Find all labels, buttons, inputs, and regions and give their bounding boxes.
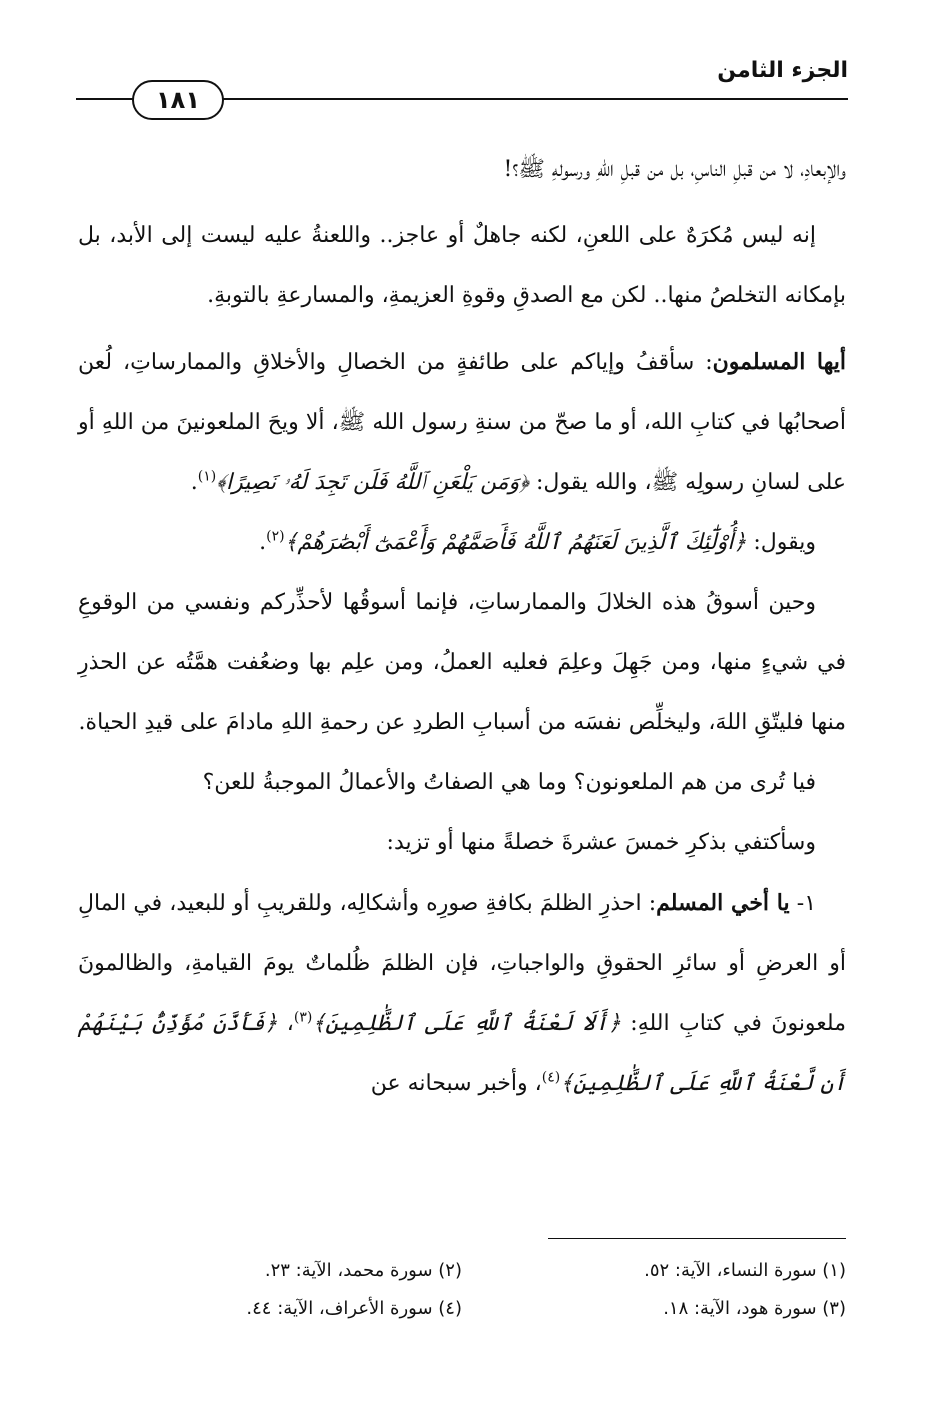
quran-verse: ﴿وَمَن يَلْعَنِ ٱللَّهُ فَلَن تَجِدَ لَهُۥ نَصِيرًا﴾ [216, 470, 529, 495]
footnote-ref: (٤) [541, 1069, 561, 1086]
footnote-ref: (٢) [266, 528, 285, 545]
main-text [78, 140, 846, 1114]
paragraph-lead: يا أخي المسلم [656, 890, 790, 916]
paragraph-lead: أيها المسلمون [712, 349, 846, 375]
paragraph-text: ، وأخبر سبحانه عن [370, 1071, 542, 1096]
footnote: (٢) سورة محمد، الآية: ٢٣. [264, 1260, 462, 1281]
footnote: (٤) سورة الأعراف، الآية: ٤٤. [246, 1298, 462, 1319]
list-number: ١- [789, 891, 817, 916]
paragraph [78, 332, 846, 513]
footnote-ref: (١) [197, 468, 217, 485]
running-title: الجزء الثامن [717, 58, 848, 83]
paragraph: وسأكتفي بذكرِ خمسَ عشرةَ خصلةً منها أو تزيد: [386, 830, 816, 855]
paragraph: فيا تُرى من هم الملعونون؟ وما هي الصفاتُ والأعمالُ الموجبةُ للعن؟ [202, 770, 816, 795]
footnote-row [78, 1290, 846, 1328]
paragraph [78, 513, 846, 573]
paragraph: إنه ليس مُكرَهٌ على اللعنِ، لكنه جاهلٌ أو عاجز.. واللعنةُ عليه ليست إلى الأبد، بل بإمكانه التخلصُ منها.. لكن مع الصدقِ وقوةِ العزيمةِ، والمسارعةِ بالتوبةِ. [78, 223, 846, 308]
paragraph-text: ويقول: [746, 530, 816, 555]
quran-verse: ﴿أُوْلَٰٓئِكَ ٱلَّذِينَ لَعَنَهُمُ ٱللَّهُ فَأَصَمَّهُمْ وَأَعْمَىٰٓ أَبْصَٰرَهُمْ﴾ [284, 530, 747, 555]
quran-verse: ﴿فَأَذَّنَ مُؤَذِّنٌۢ بَيْنَهُمْ أَن لَّعْنَةُ ٱللَّهِ عَلَى ٱلظَّٰلِمِينَ﴾ [78, 1011, 846, 1096]
page-number: ١٨١ [132, 80, 224, 120]
separator: ، [277, 1011, 294, 1036]
footnotes [78, 1252, 846, 1328]
quran-verse: ﴿أَلَا لَعْنَةُ ٱللَّهِ عَلَى ٱلظَّٰلِمِينَ﴾ [312, 1011, 621, 1036]
paragraph: وحين أسوقُ هذه الخلالَ والممارساتِ، فإنما أسوقُها لأحذِّركم ونفسي من الوقوعِ في شيءٍ منها، ومن جَهِلَ وعلِمَ فعليه العملُ، ومن علِم بها وضعُفت همَّتُه عن الحذرِ منها فليتّقِ اللهَ، وليخلِّص نفسَه من أسبابِ الطردِ عن رحمةِ اللهِ مادامَ على قيدِ الحياة. [78, 590, 846, 735]
paragraph [78, 873, 846, 1114]
paragraph-end: . [259, 530, 267, 555]
footnote-row [78, 1252, 846, 1290]
paragraph: والإبعادِ، لا من قبلِ الناسِ، بل من قبلِ اللهِ ورسولهِ ﷺ؟! [503, 157, 846, 182]
footnote: (١) سورة النساء، الآية: ٥٢. [644, 1260, 846, 1281]
footnote: (٣) سورة هود، الآية: ١٨. [663, 1298, 846, 1319]
paragraph-text: : احذرِ الظلمَ بكافةِ صورِه وأشكالِه، وللقريبِ أو للبعيد، في المالِ أو العرضِ أو سائرِ الحقوقِ والواجباتِ، فإن الظلمَ ظُلماتٌ يومَ القيامةِ، والظالمونَ ملعونونَ في كتابِ اللهِ: [78, 891, 846, 1036]
paragraph-end: . [190, 470, 198, 495]
paragraph-text: : سأقفُ وإياكم على طائفةٍ من الخصالِ والأخلاقِ والممارساتِ، لُعن أصحابُها في كتابِ الله، أو ما صحّ من سنةِ رسول الله ﷺ، ألا ويحَ الملعونينَ من اللهِ أو على لسانِ رسولِه ﷺ، والله يقول: [78, 350, 846, 495]
footnote-ref: (٣) [293, 1009, 313, 1026]
footnote-rule [548, 1238, 846, 1239]
